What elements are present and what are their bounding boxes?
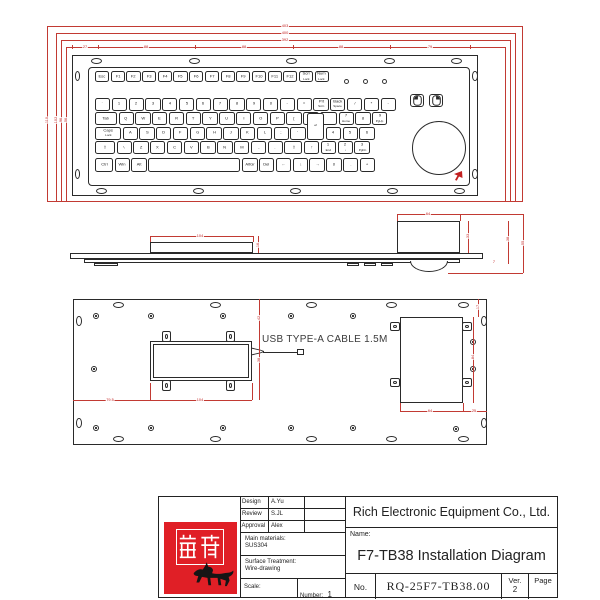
screw-lug: [390, 322, 400, 331]
key-9: 9 PgUp: [372, 112, 387, 125]
design-value: A.Yu: [269, 497, 305, 509]
key--: =: [297, 98, 312, 111]
usb-plug: [297, 349, 304, 355]
title-block: [158, 496, 558, 598]
materials-label: Main materials:: [245, 536, 286, 542]
screw-hole: [350, 313, 356, 319]
mounting-hole: [458, 436, 469, 442]
screw-hole: [220, 425, 226, 431]
key-m: M: [234, 141, 249, 154]
key-j: J: [223, 127, 238, 140]
key-k: K: [240, 127, 255, 140]
key-u: U: [219, 112, 234, 125]
screw-lug: [226, 380, 235, 391]
trackball-housing-box: [400, 317, 463, 403]
key-y: Y: [202, 112, 217, 125]
key-4: 4: [162, 98, 177, 111]
key--: ⇧: [284, 141, 302, 154]
review-label: Review: [241, 509, 269, 521]
key-x: X: [150, 141, 165, 154]
company-seal: [164, 522, 237, 594]
key-6: 6: [359, 127, 374, 140]
key-i: I: [236, 112, 251, 125]
key-7: 7: [213, 98, 228, 111]
key--: ←: [276, 158, 291, 172]
surface-label: Surface Treatment:: [245, 559, 297, 565]
screw-hole: [148, 313, 154, 319]
key-8: 8: [229, 98, 244, 111]
mounting-hole: [481, 418, 487, 428]
dim-label: 96: [59, 117, 63, 123]
key-5: 5: [343, 127, 358, 140]
dim-label: 17: [476, 304, 480, 310]
key-2: 2 ↓: [338, 141, 353, 154]
screw-lug: [162, 380, 171, 391]
number-value: 1: [327, 590, 332, 599]
dim-label: 392: [281, 38, 289, 42]
key-w: W: [135, 112, 150, 125]
mounting-hole: [386, 436, 397, 442]
key-2: 2: [129, 98, 144, 111]
dim-line: [73, 400, 252, 401]
ver-label: Ver.: [508, 576, 522, 585]
usb-cable-line: [263, 352, 298, 353]
number-label: Number:: [300, 593, 324, 599]
key-f4: F4: [158, 71, 172, 82]
key-1: 1 End: [321, 141, 336, 154]
dim-label: 104: [196, 234, 204, 238]
key-l: L: [257, 127, 272, 140]
dim-label: 88: [338, 45, 344, 49]
mounting-hole: [76, 316, 82, 326]
key--: *: [364, 98, 379, 111]
key--: ⇧: [95, 141, 115, 154]
dim-label: 55: [521, 240, 525, 246]
dim-line: [473, 317, 474, 403]
company-name: Rich Electronic Equipment Co., Ltd.: [346, 497, 557, 528]
screw-lug: [462, 378, 472, 387]
surface-value: Wire-drawing: [245, 565, 281, 572]
key-o: O: [253, 112, 268, 125]
key-6: 6: [196, 98, 211, 111]
controller-box-inner: [153, 344, 249, 378]
part-number: RQ-25F7-TB38.00: [376, 574, 502, 599]
key-d: D: [156, 127, 171, 140]
dim-label: 88: [143, 45, 149, 49]
key-win: Win: [115, 158, 130, 172]
key-3: 3 PgDn: [354, 141, 369, 154]
key--: [: [286, 112, 301, 125]
dim-line: [463, 403, 464, 411]
dim-label: 110: [45, 116, 49, 124]
key--: ;: [274, 127, 289, 140]
key-1: 1: [112, 98, 127, 111]
dim-label: 400: [281, 31, 289, 35]
key--: `: [95, 98, 110, 111]
dim-line: [259, 299, 260, 400]
dim-label: 7: [492, 260, 496, 264]
key--: /: [347, 98, 362, 111]
key-f8: F8: [221, 71, 235, 82]
screw-lug: [462, 322, 472, 331]
name-label: Name:: [350, 531, 371, 538]
screw-hole: [148, 425, 154, 431]
key-s: S: [139, 127, 154, 140]
dim-label: 56: [64, 117, 68, 123]
screw-hole: [350, 425, 356, 431]
key--: \: [117, 141, 132, 154]
key-ctrl: Ctrl: [95, 158, 113, 172]
key-4: 4: [326, 127, 341, 140]
mounting-hole: [113, 436, 124, 442]
key--: ': [290, 127, 305, 140]
screw-hole: [288, 313, 294, 319]
key-prt: Prt Scrn: [313, 98, 328, 111]
dim-label: 33: [466, 233, 470, 239]
key-altgr: AltGr: [242, 158, 258, 172]
key-r: R: [169, 112, 184, 125]
key-scrl: Scrl Lock: [299, 71, 313, 82]
dim-label: 88: [241, 45, 247, 49]
materials-value: SUS304: [245, 542, 268, 549]
key-tab: Tab: [95, 112, 117, 125]
dim-label: 104: [196, 398, 204, 402]
key--: ↓: [293, 158, 308, 172]
horse-icon: [190, 559, 236, 593]
approval-value: Alex: [269, 521, 305, 533]
ver-value: 2: [512, 585, 518, 594]
key-f9: F9: [236, 71, 250, 82]
key-7: 7 Home: [339, 112, 354, 125]
key--: ↑: [304, 141, 319, 154]
key--: +: [360, 158, 375, 172]
mounting-hole: [481, 316, 487, 326]
key-f2: F2: [126, 71, 140, 82]
key-t: T: [186, 112, 201, 125]
key-h: H: [206, 127, 221, 140]
dim-label: 38: [506, 236, 510, 242]
dim-label: 27: [82, 45, 88, 49]
mounting-hole: [113, 302, 124, 308]
screw-lug: [390, 378, 400, 387]
seal-cell: [159, 497, 241, 597]
key-caps: Caps Lock: [95, 127, 121, 140]
key--: →: [309, 158, 324, 172]
design-label: Design: [241, 497, 269, 509]
dim-line: [150, 383, 151, 400]
screw-hole: [453, 426, 459, 432]
dim-label: 64: [425, 212, 431, 216]
key-esc: Esc: [95, 71, 109, 82]
mounting-hole: [210, 302, 221, 308]
title-right-section: [346, 497, 557, 597]
dim-label: 403: [281, 24, 289, 28]
key-q: Q: [119, 112, 134, 125]
key-c: C: [167, 141, 182, 154]
key--: -: [280, 98, 295, 111]
key-num: Num Lock: [315, 71, 329, 82]
mounting-hole: [306, 302, 317, 308]
key-b: B: [200, 141, 215, 154]
key-alt: Alt: [131, 158, 146, 172]
review-value: S.JL: [269, 509, 305, 521]
mounting-hole: [306, 436, 317, 442]
key-f10: F10: [252, 71, 266, 82]
key-3: 3: [145, 98, 160, 111]
key-5: 5: [179, 98, 194, 111]
key-n: N: [217, 141, 232, 154]
screw-hole: [220, 313, 226, 319]
key-z: Z: [133, 141, 148, 154]
key-8: 8: [355, 112, 370, 125]
approval-table: [241, 497, 346, 597]
key-p: P: [270, 112, 285, 125]
scale-label: Scale:: [241, 579, 298, 598]
key-f7: F7: [205, 71, 219, 82]
mounting-hole: [458, 302, 469, 308]
key-0: 0: [326, 158, 341, 172]
key-f1: F1: [111, 71, 125, 82]
key--: .: [268, 141, 283, 154]
approval-label: Approval: [241, 521, 269, 533]
mounting-hole: [76, 418, 82, 428]
usb-cable-label: USB TYPE-A CABLE 1.5M: [262, 334, 388, 345]
key-g: G: [190, 127, 205, 140]
dim-label: 79.5: [106, 398, 114, 402]
dim-label: 79: [427, 45, 433, 49]
screw-hole: [288, 425, 294, 431]
dim-line: [400, 403, 401, 411]
key-f12: F12: [283, 71, 297, 82]
screw-hole: [91, 366, 97, 372]
screw-hole: [93, 425, 99, 431]
dim-label: 42: [257, 315, 261, 321]
dim-label: 25: [471, 409, 477, 413]
dim-label: 64: [427, 409, 433, 413]
screw-hole: [93, 313, 99, 319]
key-f5: F5: [173, 71, 187, 82]
key-a: A: [123, 127, 138, 140]
key-9: 9: [246, 98, 261, 111]
key--: -: [381, 98, 396, 111]
page-label: Page: [534, 576, 552, 585]
dim-label: 16: [256, 242, 260, 248]
key-0: 0: [263, 98, 278, 111]
drawing-name: F7-TB38 Installation Diagram: [357, 548, 546, 564]
key-back: Back Space: [330, 98, 345, 111]
key-f11: F11: [268, 71, 282, 82]
dim-label: 84: [471, 354, 475, 360]
mounting-hole: [386, 302, 397, 308]
key-v: V: [184, 141, 199, 154]
key--: ↵: [307, 113, 324, 140]
key-f: F: [173, 127, 188, 140]
key-f6: F6: [189, 71, 203, 82]
dim-label: 38: [257, 357, 261, 363]
key--: .: [343, 158, 358, 172]
dim-label: 102: [54, 116, 58, 124]
key--: ,: [251, 141, 266, 154]
mounting-hole: [210, 436, 221, 442]
no-label: No.: [346, 574, 376, 599]
dim-line: [252, 383, 253, 400]
key-f3: F3: [142, 71, 156, 82]
key-del: Del: [259, 158, 274, 172]
key-e: E: [152, 112, 167, 125]
